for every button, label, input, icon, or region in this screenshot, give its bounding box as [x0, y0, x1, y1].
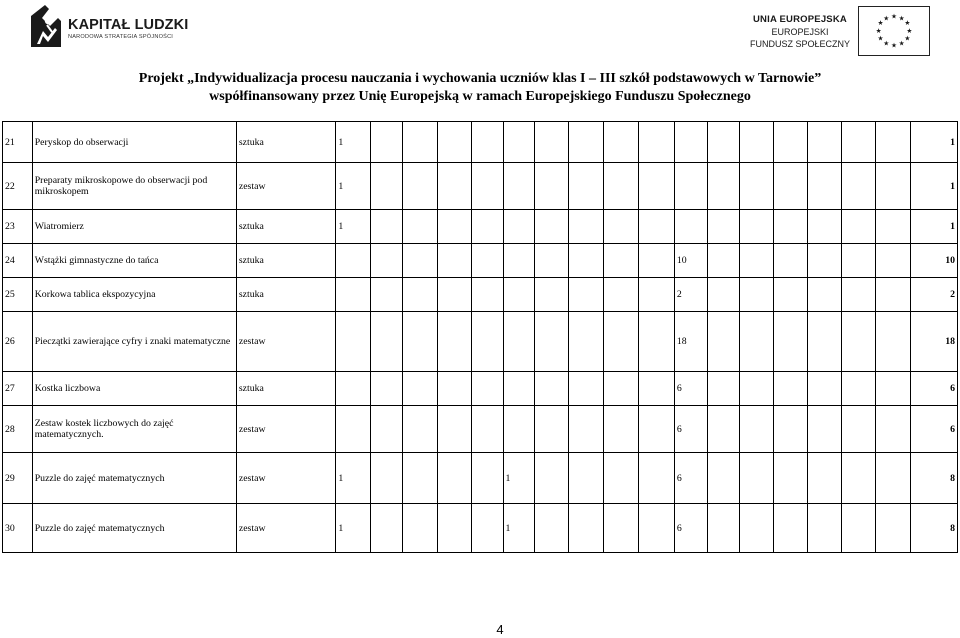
empty-cell: [403, 122, 438, 163]
empty-cell: [808, 278, 842, 312]
empty-cell: [875, 278, 910, 312]
empty-cell: [604, 163, 639, 210]
empty-cell: [535, 163, 569, 210]
item-name-cell: Kostka liczbowa: [32, 372, 236, 406]
empty-cell: [604, 122, 639, 163]
empty-cell: [707, 372, 740, 406]
empty-cell: [875, 453, 910, 504]
empty-cell: [535, 312, 569, 372]
item-name-cell: Zestaw kostek liczbowych do zajęć matematycznych.: [32, 406, 236, 453]
empty-cell: [403, 372, 438, 406]
empty-cell: [740, 210, 774, 244]
empty-cell: [437, 278, 471, 312]
empty-cell: [535, 504, 569, 553]
quantity-cell: 1: [336, 163, 371, 210]
row-number-cell: 27: [3, 372, 33, 406]
empty-cell: [403, 278, 438, 312]
total-cell: 1: [910, 122, 957, 163]
empty-cell: [740, 244, 774, 278]
quantity-cell: [674, 122, 707, 163]
svg-text:★: ★: [883, 14, 890, 23]
empty-cell: [774, 453, 808, 504]
empty-cell: [638, 122, 674, 163]
row-number-cell: 30: [3, 504, 33, 553]
empty-cell: [841, 244, 875, 278]
row-number-cell: 29: [3, 453, 33, 504]
empty-cell: [774, 406, 808, 453]
empty-cell: [707, 122, 740, 163]
item-name-cell: Korkowa tablica ekspozycyjna: [32, 278, 236, 312]
row-number-cell: 21: [3, 122, 33, 163]
quantity-cell: [503, 372, 535, 406]
eu-logo-text: [748, 14, 852, 50]
empty-cell: [707, 278, 740, 312]
empty-cell: [471, 372, 503, 406]
item-name-cell: Puzzle do zajęć matematycznych: [32, 453, 236, 504]
quantity-cell: 1: [503, 453, 535, 504]
empty-cell: [604, 244, 639, 278]
empty-cell: [875, 372, 910, 406]
table-row: [3, 122, 958, 163]
unit-cell: sztuka: [236, 244, 336, 278]
quantity-cell: [503, 163, 535, 210]
empty-cell: [875, 122, 910, 163]
eu-efs-logo: [748, 6, 932, 58]
total-cell: 2: [910, 278, 957, 312]
empty-cell: [371, 163, 403, 210]
quantity-cell: 1: [336, 122, 371, 163]
empty-cell: [437, 244, 471, 278]
svg-text:★: ★: [898, 39, 905, 48]
empty-cell: [638, 504, 674, 553]
quantity-cell: 10: [674, 244, 707, 278]
empty-cell: [774, 312, 808, 372]
empty-cell: [808, 210, 842, 244]
empty-cell: [535, 210, 569, 244]
empty-cell: [604, 312, 639, 372]
empty-cell: [569, 244, 604, 278]
quantity-cell: [503, 210, 535, 244]
empty-cell: [707, 504, 740, 553]
quantity-cell: [503, 244, 535, 278]
unit-cell: sztuka: [236, 372, 336, 406]
kapital-ludzki-subtitle: NARODOWA STRATEGIA SPÓJNOŚCI: [68, 34, 174, 40]
quantity-cell: [503, 278, 535, 312]
item-name-cell: Preparaty mikroskopowe do obserwacji pod mikroskopem: [32, 163, 236, 210]
empty-cell: [740, 453, 774, 504]
empty-cell: [841, 312, 875, 372]
svg-text:★: ★: [890, 12, 898, 21]
empty-cell: [875, 312, 910, 372]
empty-cell: [774, 278, 808, 312]
empty-cell: [774, 372, 808, 406]
item-name-cell: Wstążki gimnastyczne do tańca: [32, 244, 236, 278]
empty-cell: [841, 210, 875, 244]
empty-cell: [471, 244, 503, 278]
table-row: [3, 453, 958, 504]
table-row: [3, 406, 958, 453]
eu-logo-line2: EUROPEJSKI: [771, 27, 829, 37]
empty-cell: [774, 504, 808, 553]
unit-cell: zestaw: [236, 312, 336, 372]
empty-cell: [471, 406, 503, 453]
empty-cell: [638, 163, 674, 210]
empty-cell: [604, 278, 639, 312]
empty-cell: [437, 504, 471, 553]
quantity-cell: [503, 122, 535, 163]
empty-cell: [808, 453, 842, 504]
quantity-cell: 18: [674, 312, 707, 372]
empty-cell: [740, 504, 774, 553]
empty-cell: [707, 312, 740, 372]
quantity-cell: [336, 312, 371, 372]
empty-cell: [471, 278, 503, 312]
empty-cell: [638, 372, 674, 406]
empty-cell: [808, 122, 842, 163]
empty-cell: [774, 163, 808, 210]
svg-text:★: ★: [875, 26, 882, 35]
empty-cell: [707, 406, 740, 453]
quantity-cell: [674, 210, 707, 244]
empty-cell: [437, 163, 471, 210]
quantity-cell: [336, 406, 371, 453]
item-name-cell: Wiatromierz: [32, 210, 236, 244]
empty-cell: [437, 406, 471, 453]
item-name-cell: Puzzle do zajęć matematycznych: [32, 504, 236, 553]
empty-cell: [471, 210, 503, 244]
empty-cell: [535, 278, 569, 312]
empty-cell: [875, 163, 910, 210]
total-cell: 6: [910, 372, 957, 406]
table-row: [3, 504, 958, 553]
empty-cell: [371, 210, 403, 244]
empty-cell: [403, 312, 438, 372]
empty-cell: [569, 312, 604, 372]
empty-cell: [875, 406, 910, 453]
empty-cell: [569, 163, 604, 210]
empty-cell: [841, 504, 875, 553]
unit-cell: sztuka: [236, 278, 336, 312]
empty-cell: [471, 453, 503, 504]
empty-cell: [875, 210, 910, 244]
unit-cell: zestaw: [236, 406, 336, 453]
empty-cell: [707, 453, 740, 504]
total-cell: 8: [910, 504, 957, 553]
project-title-line2: współfinansowany przez Unię Europejską w ramach Europejskiego Funduszu Społecznego: [209, 89, 751, 104]
eu-logo-line1: UNIA EUROPEJSKA: [753, 14, 847, 25]
empty-cell: [604, 504, 639, 553]
eu-flag-icon: [858, 6, 930, 56]
svg-text:★: ★: [883, 39, 890, 48]
quantity-cell: 1: [336, 210, 371, 244]
quantity-cell: [336, 372, 371, 406]
empty-cell: [808, 372, 842, 406]
empty-cell: [437, 453, 471, 504]
total-cell: 6: [910, 406, 957, 453]
unit-cell: sztuka: [236, 210, 336, 244]
empty-cell: [471, 504, 503, 553]
total-cell: 1: [910, 163, 957, 210]
empty-cell: [371, 244, 403, 278]
quantity-cell: 1: [336, 453, 371, 504]
empty-cell: [875, 504, 910, 553]
empty-cell: [774, 210, 808, 244]
empty-cell: [638, 278, 674, 312]
item-name-cell: Peryskop do obserwacji: [32, 122, 236, 163]
empty-cell: [371, 504, 403, 553]
empty-cell: [707, 244, 740, 278]
table-row: [3, 244, 958, 278]
empty-cell: [403, 163, 438, 210]
quantity-cell: 1: [503, 504, 535, 553]
quantity-cell: 6: [674, 504, 707, 553]
empty-cell: [638, 453, 674, 504]
empty-cell: [371, 122, 403, 163]
row-number-cell: 22: [3, 163, 33, 210]
empty-cell: [638, 312, 674, 372]
empty-cell: [535, 244, 569, 278]
table-row: [3, 372, 958, 406]
quantity-cell: [503, 312, 535, 372]
table-row: [3, 163, 958, 210]
total-cell: 8: [910, 453, 957, 504]
empty-cell: [604, 406, 639, 453]
quantity-cell: [674, 163, 707, 210]
empty-cell: [638, 406, 674, 453]
empty-cell: [403, 210, 438, 244]
empty-cell: [740, 122, 774, 163]
empty-cell: [841, 163, 875, 210]
row-number-cell: 23: [3, 210, 33, 244]
empty-cell: [841, 122, 875, 163]
table-row: [3, 278, 958, 312]
page-number: 4: [496, 622, 504, 637]
empty-cell: [740, 163, 774, 210]
table-row: [3, 210, 958, 244]
table-row: [3, 312, 958, 372]
quantity-cell: [336, 244, 371, 278]
row-number-cell: 28: [3, 406, 33, 453]
svg-text:★: ★: [890, 41, 898, 50]
empty-cell: [808, 312, 842, 372]
empty-cell: [371, 406, 403, 453]
svg-text:★: ★: [877, 34, 884, 43]
empty-cell: [535, 372, 569, 406]
empty-cell: [569, 453, 604, 504]
empty-cell: [371, 278, 403, 312]
unit-cell: zestaw: [236, 163, 336, 210]
empty-cell: [808, 504, 842, 553]
row-number-cell: 26: [3, 312, 33, 372]
empty-cell: [569, 504, 604, 553]
empty-cell: [740, 406, 774, 453]
empty-cell: [437, 312, 471, 372]
empty-cell: [808, 163, 842, 210]
equipment-table: [2, 121, 958, 553]
empty-cell: [371, 372, 403, 406]
empty-cell: [437, 372, 471, 406]
empty-cell: [774, 122, 808, 163]
empty-cell: [569, 210, 604, 244]
empty-cell: [638, 244, 674, 278]
empty-cell: [638, 210, 674, 244]
row-number-cell: 25: [3, 278, 33, 312]
eu-logo-line3: FUNDUSZ SPOŁECZNY: [749, 39, 850, 49]
quantity-cell: 2: [674, 278, 707, 312]
empty-cell: [604, 210, 639, 244]
empty-cell: [841, 278, 875, 312]
total-cell: 1: [910, 210, 957, 244]
empty-cell: [740, 312, 774, 372]
total-cell: 10: [910, 244, 957, 278]
empty-cell: [569, 372, 604, 406]
empty-cell: [875, 244, 910, 278]
project-title: [0, 70, 960, 106]
kapital-ludzki-emblem-icon: [28, 4, 62, 48]
empty-cell: [707, 210, 740, 244]
quantity-cell: 1: [336, 504, 371, 553]
unit-cell: zestaw: [236, 453, 336, 504]
quantity-cell: 6: [674, 406, 707, 453]
empty-cell: [403, 453, 438, 504]
empty-cell: [437, 122, 471, 163]
empty-cell: [808, 244, 842, 278]
kapital-ludzki-logo: [28, 4, 189, 50]
empty-cell: [471, 312, 503, 372]
empty-cell: [740, 372, 774, 406]
empty-cell: [569, 406, 604, 453]
empty-cell: [740, 278, 774, 312]
quantity-cell: [503, 406, 535, 453]
item-name-cell: Pieczątki zawierające cyfry i znaki matematyczne: [32, 312, 236, 372]
kapital-ludzki-title: KAPITAŁ LUDZKI: [68, 17, 189, 33]
quantity-cell: 6: [674, 453, 707, 504]
empty-cell: [535, 122, 569, 163]
quantity-cell: 6: [674, 372, 707, 406]
unit-cell: sztuka: [236, 122, 336, 163]
svg-text:★: ★: [906, 26, 913, 35]
quantity-cell: [336, 278, 371, 312]
svg-text:★: ★: [904, 19, 911, 28]
empty-cell: [403, 504, 438, 553]
total-cell: 18: [910, 312, 957, 372]
empty-cell: [604, 453, 639, 504]
empty-cell: [841, 453, 875, 504]
empty-cell: [437, 210, 471, 244]
unit-cell: zestaw: [236, 504, 336, 553]
empty-cell: [808, 406, 842, 453]
empty-cell: [774, 244, 808, 278]
empty-cell: [841, 372, 875, 406]
svg-text:★: ★: [898, 14, 905, 23]
row-number-cell: 24: [3, 244, 33, 278]
empty-cell: [371, 453, 403, 504]
empty-cell: [471, 122, 503, 163]
empty-cell: [471, 163, 503, 210]
empty-cell: [371, 312, 403, 372]
empty-cell: [535, 406, 569, 453]
empty-cell: [403, 406, 438, 453]
empty-cell: [707, 163, 740, 210]
empty-cell: [604, 372, 639, 406]
project-title-line1: Projekt „Indywidualizacja procesu nauczania i wychowania uczniów klas I – III szkół podstawowych w Tarnowie”: [138, 71, 822, 86]
empty-cell: [569, 122, 604, 163]
empty-cell: [841, 406, 875, 453]
svg-text:★: ★: [904, 34, 911, 43]
empty-cell: [535, 453, 569, 504]
empty-cell: [403, 244, 438, 278]
svg-text:★: ★: [877, 19, 884, 28]
empty-cell: [569, 278, 604, 312]
